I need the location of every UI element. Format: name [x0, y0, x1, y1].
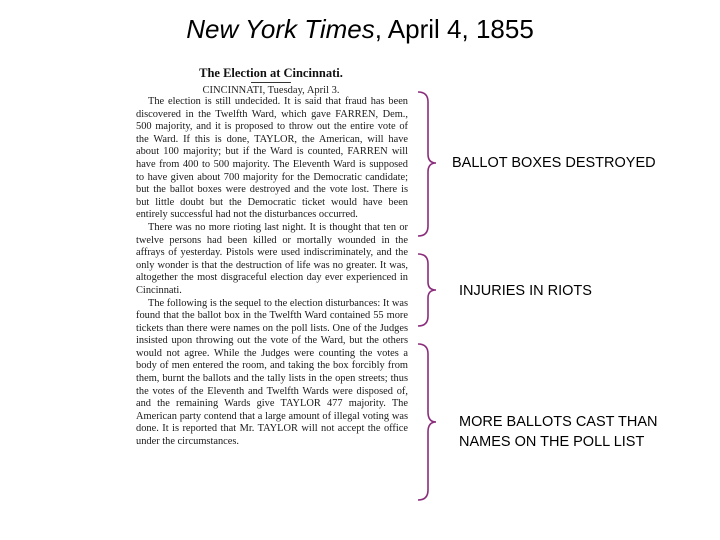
clipping-headline: The Election at Cincinnati. [199, 66, 343, 80]
annotation-injuries: INJURIES IN RIOTS [459, 283, 592, 299]
slide-title-newspaper: New York Times [186, 14, 375, 44]
clipping-paragraph-ballot-boxes: The election is still undecided. It is said that fraud has been discovered in the Twelfth Ward, which gave FARREN, Dem., 500 majority, and it is proposed to throw out the entire vote of the Ward. If this is done, TAYLOR, the American, will have about 100 majority; but if the Ward is counted, FARREN will have from 400 to 500 majority. The Eleventh Ward is supposed to have given about 700 majority for the Democratic candidate; but the ballot boxes were destroyed and the vote lost. There is but little doubt but the Democratic ticket would have been entirely successful had not the disturbances occurred. [136, 96, 408, 221]
clipping-dateline: CINCINNATI, Tuesday, April 3. [202, 85, 340, 96]
bracket-ballot-boxes [418, 92, 436, 236]
bracket-injuries [418, 254, 436, 326]
slide-title-date: , April 4, 1855 [374, 14, 534, 44]
bracket-ballots-cast [418, 344, 436, 500]
clipping-paragraph-poll-list: The following is the sequel to the election disturbances: It was found that the ballot box in the Twelfth Ward contained 55 more tickets than there were names on the poll lists. One of the Judges insisted upon throwing out the vote of the Ward, but the others would not agree. While the Judges were counting the votes a body of men entered the room, and taking the box forcibly from them, burnt the ballots and the tally lists in the open streets; thus the votes of the Eleventh and Twelfth Wards were disposed of, and the remaining Wards give TAYLOR 477 majority. The American party contend that a large amount of illegal voting was done. It is reported that Mr. TAYLOR will not accept the office under the circumstances. [136, 297, 408, 448]
annotation-ballot-boxes: BALLOT BOXES DESTROYED [452, 155, 656, 171]
annotation-ballots-cast: MORE BALLOTS CAST THAN NAMES ON THE POLL LIST [459, 414, 658, 450]
clipping-paragraph-riots: There was no more rioting last night. It is thought that ten or twelve persons had been killed or mortally wounded in the affrays of yesterday. Pistols were used indiscriminately, and the only wonder is that the destruction of life was no greater. It was, altogether the most disgraceful election day ever experienced in Cincinnati. [136, 221, 408, 296]
